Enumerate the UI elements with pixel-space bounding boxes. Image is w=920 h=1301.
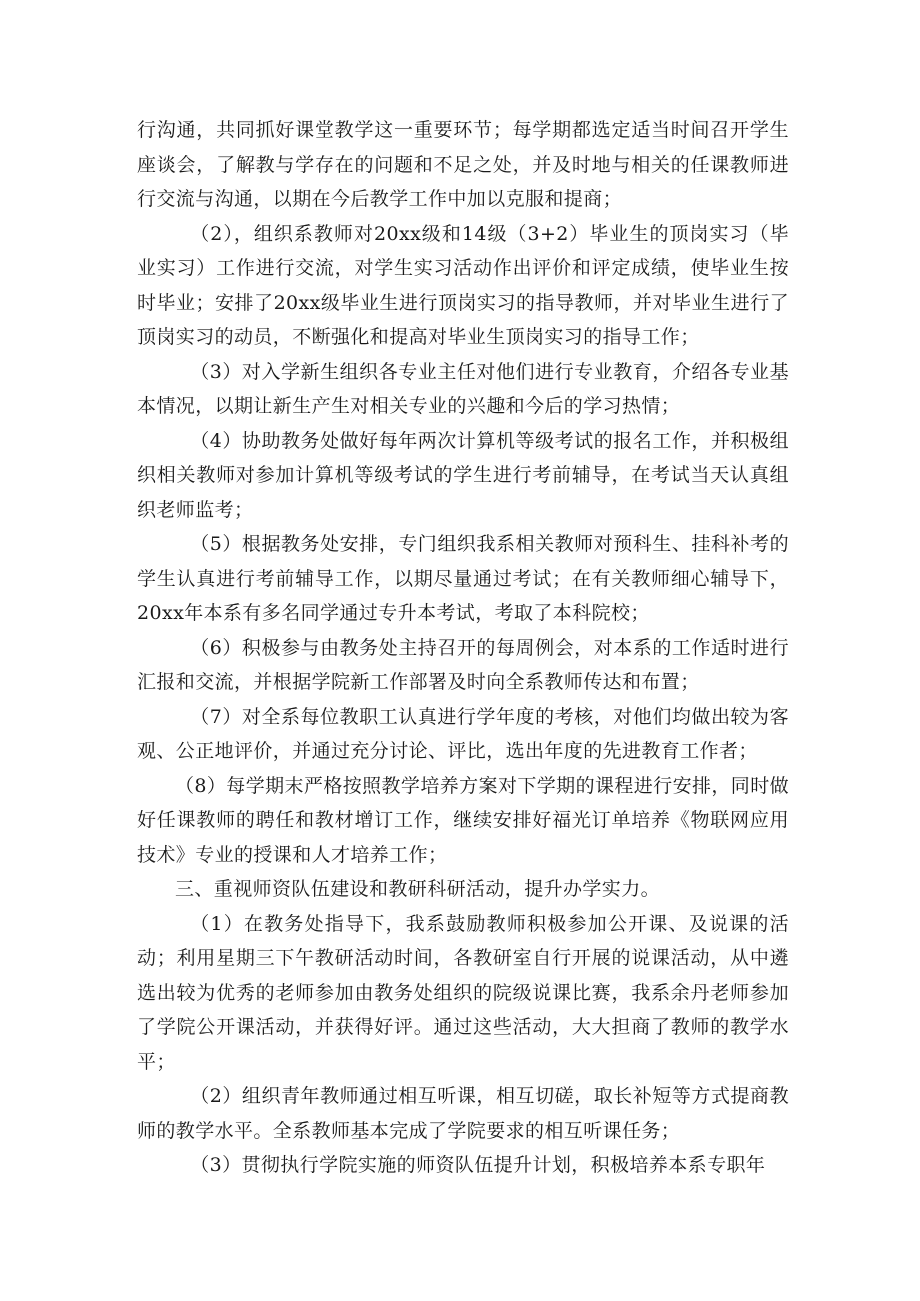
- section-heading: 三、重视师资队伍建设和教研科研活动，提升办学实力。: [175, 878, 661, 900]
- paragraph: （3）贯彻执行学院实施的师资队伍提升计划，积极培养本系专职年: [190, 1154, 766, 1176]
- paragraph: （8）每学期末严格按照教学培养方案对下学期的课程进行安排，同时做好任课教师的聘任和教材增订工作，继续安排好福光订单培养《物联网应用技术》专业的授课和人才培养工作；: [137, 774, 789, 866]
- document-body: [137, 113, 789, 1183]
- paragraph: （6）积极参与由教务处主持召开的每周例会，对本系的工作适时进行汇报和交流，并根据学院新工作部署及时向全系教师传达和布置；: [137, 636, 789, 693]
- paragraph: 行沟通，共同抓好课堂教学这一重要环节；每学期都选定适当时间召开学生座谈会，了解教与学存在的问题和不足之处，并及时地与相关的任课教师进行交流与沟通，以期在今后教学工作中加以克服和提商；: [137, 119, 789, 210]
- paragraph: （2）组织青年教师通过相互听课，相互切磋，取长补短等方式提商教师的教学水平。全系教师基本完成了学院要求的相互听课任务；: [137, 1085, 789, 1142]
- paragraph: （7）对全系每位教职工认真进行学年度的考核，对他们均做出较为客观、公正地评价，并通过充分讨论、评比，选出年度的先进教育工作者；: [137, 705, 789, 762]
- paragraph: （2），组织系教师对20xx级和14级（3+2）毕业生的顶岗实习（毕业实习）工作进行交流，对学生实习活动作出评价和评定成绩，使毕业生按时毕业；安排了20xx级毕业生进行顶岗实习的指导教师，并对毕业生进行了顶岗实习的动员，不断强化和提高对毕业生顶岗实习的指导工作；: [137, 222, 789, 348]
- paragraph: （4）协助教务处做好每年两次计算机等级考试的报名工作，并积极组织相关教师对参加计算机等级考试的学生进行考前辅导，在考试当天认真组织老师监考；: [137, 429, 789, 521]
- paragraph: （1）在教务处指导下，我系鼓励教师积极参加公开课、及说课的活动；利用星期三下午教研活动时间，各教研室自行开展的说课活动，从中遴选出较为优秀的老师参加由教务处组织的院级说课比赛，我系余丹老师参加了学院公开课活动，并获得好评。通过这些活动，大大担商了教师的教学水平；: [137, 912, 789, 1073]
- paragraph: （5）根据教务处安排，专门组织我系相关教师对预科生、挂科补考的学生认真进行考前辅导工作，以期尽量通过考试；在有关教师细心辅导下，20xx年本系有多名同学通过专升本考试，考取了本科院校；: [137, 533, 789, 624]
- paragraph: （3）对入学新生组织各专业主任对他们进行专业教育，介绍各专业基本情况，以期让新生产生对相关专业的兴趣和今后的学习热情；: [137, 360, 789, 417]
